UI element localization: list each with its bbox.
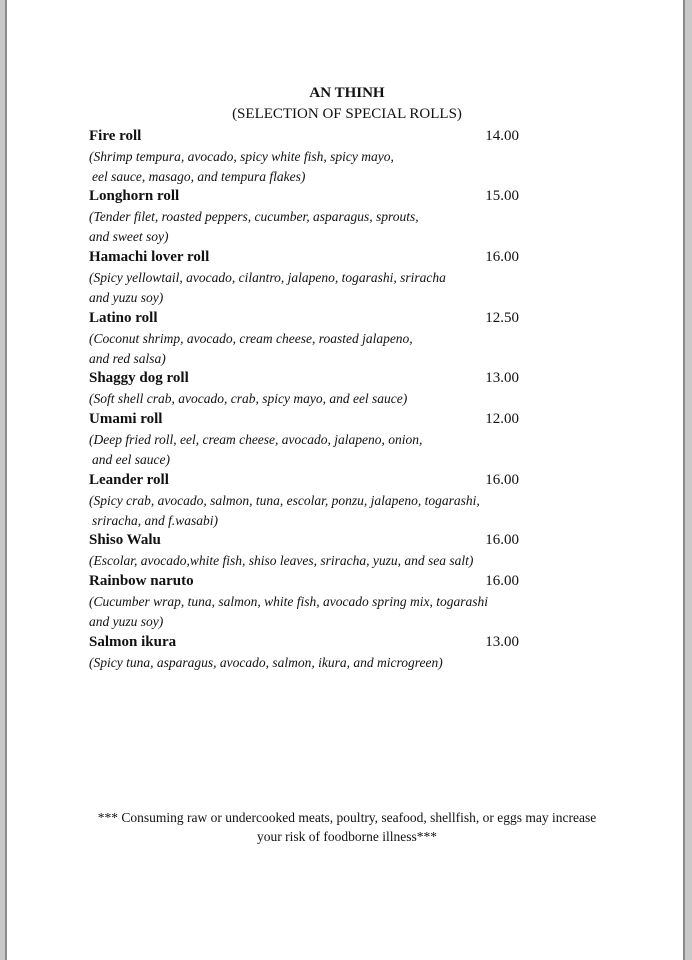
item-name: Umami roll bbox=[89, 411, 163, 427]
item-name: Rainbow naruto bbox=[89, 573, 194, 589]
item-description-line: (Cucumber wrap, tuna, salmon, white fish, avocado spring mix, togarashi bbox=[89, 594, 488, 609]
menu-item-fire-roll bbox=[89, 126, 519, 187]
item-name: Shaggy dog roll bbox=[89, 370, 189, 386]
item-description-line: (Soft shell crab, avocado, crab, spicy mayo, and eel sauce) bbox=[89, 391, 408, 406]
menu-item-shaggy-dog-roll bbox=[89, 368, 519, 409]
notice-line: *** Consuming raw or undercooked meats, poultry, seafood, shellfish, or eggs may increase bbox=[97, 810, 597, 825]
item-name: Hamachi lover roll bbox=[89, 249, 210, 265]
item-price: 16.00 bbox=[485, 532, 519, 548]
item-description-line: (Spicy crab, avocado, salmon, tuna, escolar, ponzu, jalapeno, togarashi, bbox=[89, 493, 480, 508]
item-description-line: and sweet soy) bbox=[89, 229, 169, 244]
item-description bbox=[89, 389, 519, 409]
foodborne-illness-notice bbox=[7, 808, 687, 846]
item-price: 12.50 bbox=[485, 310, 519, 326]
menu-page bbox=[5, 0, 685, 960]
item-description-line: (Spicy tuna, asparagus, avocado, salmon, ikura, and microgreen) bbox=[89, 655, 443, 670]
item-description-line: eel sauce, masago, and tempura flakes) bbox=[92, 169, 306, 184]
item-name: Shiso Walu bbox=[89, 532, 161, 548]
item-description-line: (Escolar, avocado,white fish, shiso leaves, sriracha, yuzu, and sea salt) bbox=[89, 553, 474, 568]
menu-subtitle: (SELECTION OF SPECIAL ROLLS) bbox=[232, 106, 462, 122]
menu-title: AN THINH bbox=[309, 85, 385, 101]
item-description-line: (Deep fried roll, eel, cream cheese, avocado, jalapeno, onion, bbox=[89, 432, 423, 447]
item-description-line: (Coconut shrimp, avocado, cream cheese, roasted jalapeno, bbox=[89, 331, 413, 346]
item-description bbox=[89, 268, 519, 308]
item-name: Leander roll bbox=[89, 472, 169, 488]
item-price: 14.00 bbox=[485, 128, 519, 144]
menu-item-shiso-walu bbox=[89, 530, 519, 571]
menu-item-latino-roll bbox=[89, 308, 519, 369]
item-description-line: and red salsa) bbox=[89, 351, 166, 366]
item-description-line: sriracha, and f.wasabi) bbox=[92, 513, 219, 528]
item-description bbox=[89, 491, 519, 531]
item-price: 16.00 bbox=[485, 573, 519, 589]
item-description bbox=[89, 592, 519, 632]
item-price: 16.00 bbox=[485, 249, 519, 265]
menu-item-longhorn-roll bbox=[89, 186, 519, 247]
item-price: 13.00 bbox=[485, 370, 519, 386]
item-description bbox=[89, 147, 519, 187]
item-description bbox=[89, 551, 519, 571]
item-description-line: (Spicy yellowtail, avocado, cilantro, jalapeno, togarashi, sriracha bbox=[89, 270, 446, 285]
item-price: 13.00 bbox=[485, 634, 519, 650]
item-description bbox=[89, 207, 519, 247]
item-description bbox=[89, 430, 519, 470]
menu-item-salmon-ikura bbox=[89, 632, 519, 673]
item-description bbox=[89, 329, 519, 369]
item-price: 15.00 bbox=[485, 188, 519, 204]
menu-item-umami-roll bbox=[89, 409, 519, 470]
item-description bbox=[89, 653, 519, 673]
item-price: 12.00 bbox=[485, 411, 519, 427]
menu-item-hamachi-lover-roll bbox=[89, 247, 519, 308]
item-description-line: and yuzu soy) bbox=[89, 290, 164, 305]
item-description-line: and yuzu soy) bbox=[89, 614, 164, 629]
item-description-line: (Tender filet, roasted peppers, cucumber, asparagus, sprouts, bbox=[89, 209, 419, 224]
notice-line: your risk of foodborne illness*** bbox=[257, 829, 437, 844]
item-name: Fire roll bbox=[89, 128, 142, 144]
menu-item-leander-roll bbox=[89, 470, 519, 531]
item-name: Latino roll bbox=[89, 310, 158, 326]
item-name: Longhorn roll bbox=[89, 188, 180, 204]
item-price: 16.00 bbox=[485, 472, 519, 488]
item-description-line: and eel sauce) bbox=[92, 452, 170, 467]
item-name: Salmon ikura bbox=[89, 634, 177, 650]
item-description-line: (Shrimp tempura, avocado, spicy white fish, spicy mayo, bbox=[89, 149, 394, 164]
menu-item-rainbow-naruto bbox=[89, 571, 519, 632]
